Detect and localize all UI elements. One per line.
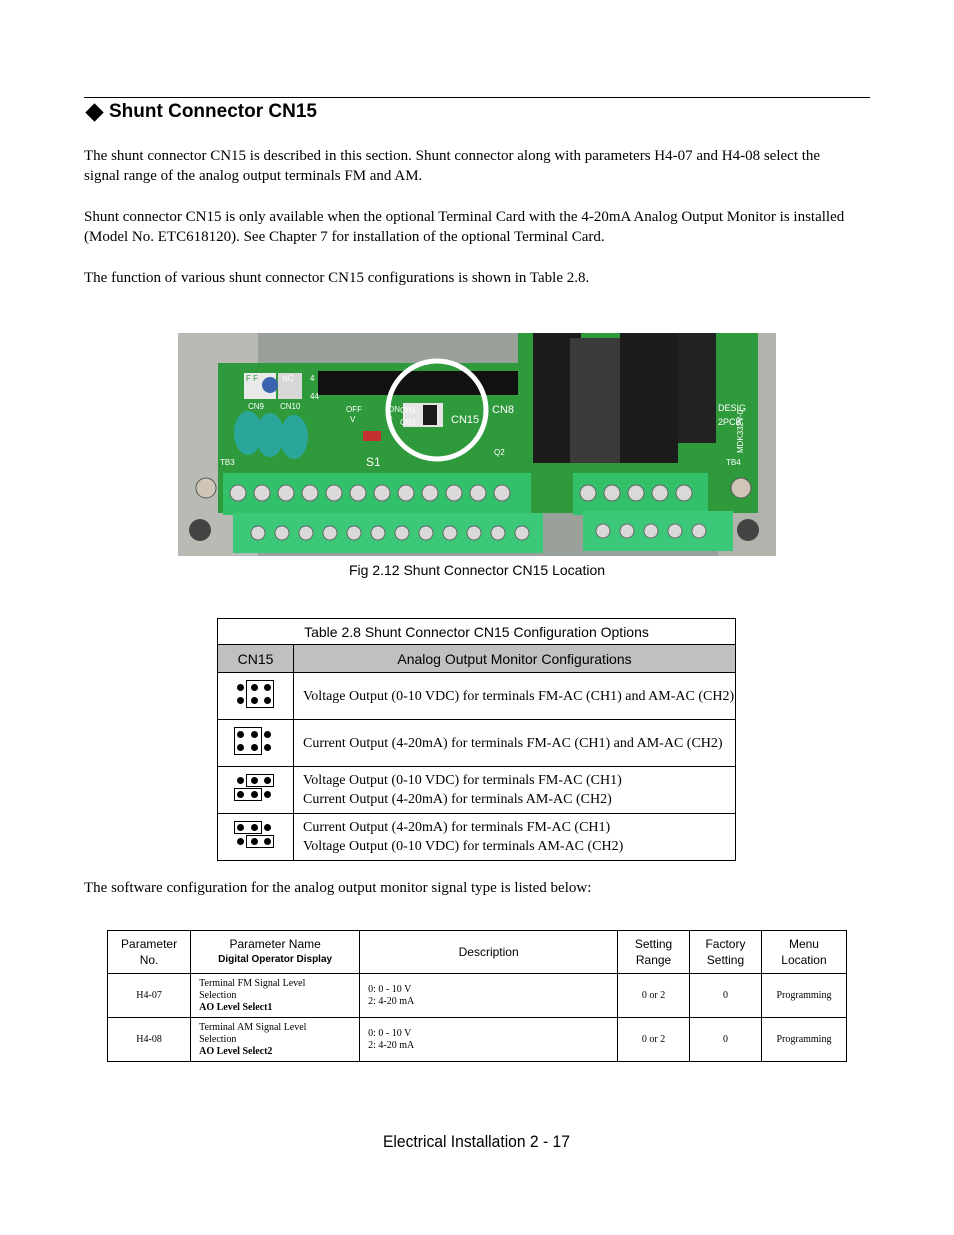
jumper-voltage-ch1-current-ch2-icon <box>236 774 276 802</box>
photo-label-pcb: 2PCB <box>718 417 742 427</box>
photo-label-off: OFF <box>346 405 362 414</box>
photo-label-ff: F F <box>246 374 258 383</box>
header-menu-location <box>761 931 846 974</box>
header-subline: Digital Operator Display <box>218 954 333 965</box>
cn15-config-table <box>217 618 736 861</box>
jumper-cell <box>218 720 294 767</box>
param-description <box>360 1018 618 1062</box>
photo-label-mdk: MDK332V-0 <box>736 409 745 453</box>
header-factory-setting <box>689 931 761 974</box>
config-line: Current Output (4-20mA) for terminals FM-AC (CH1) <box>303 820 611 835</box>
header-line: Factory <box>705 937 746 951</box>
config-line: Voltage Output (0-10 VDC) for terminals FM-AC (CH1) <box>303 773 622 788</box>
param-desc-line: 0: 0 - 10 V <box>368 1027 412 1039</box>
param-menu: Programming <box>761 974 846 1018</box>
photo-label-cn10: CN10 <box>280 402 301 411</box>
param-no: H4-08 <box>108 1018 191 1062</box>
photo-label-4: 4 <box>310 374 315 383</box>
param-desc-line: 0: 0 - 10 V <box>368 983 412 995</box>
table-row <box>108 1018 847 1062</box>
photo-label-v: V <box>350 415 356 424</box>
config-description <box>294 814 736 861</box>
photo-label-cn15: CN15 <box>451 414 480 426</box>
config-line: Current Output (4-20mA) for terminals FM-AC (CH1) and AM-AC (CH2) <box>303 735 723 751</box>
table-row <box>218 767 736 814</box>
param-description <box>360 974 618 1018</box>
param-display: AO Level Select1 <box>199 1001 273 1013</box>
table-row <box>218 814 736 861</box>
photo-label-tb4: TB4 <box>726 458 741 467</box>
param-name-line: Selection <box>199 989 237 1001</box>
section-title: Shunt Connector CN15 <box>109 101 317 122</box>
figure-caption: Fig 2.12 Shunt Connector CN15 Location <box>348 562 606 578</box>
terminal-card-photo <box>178 333 776 556</box>
column-header-cn15: CN15 <box>218 645 294 673</box>
diamond-bullet-icon <box>85 103 103 121</box>
jumper-cell <box>218 814 294 861</box>
config-line: Voltage Output (0-10 VDC) for terminals FM-AC (CH1) and AM-AC (CH2) <box>303 688 735 704</box>
photo-label-s1: S1 <box>366 455 381 469</box>
param-desc-line: 2: 4-20 mA <box>368 995 415 1007</box>
photo-label-on: ON <box>388 405 400 414</box>
header-line: Parameter <box>121 937 178 951</box>
param-name <box>191 1018 360 1062</box>
param-name <box>191 974 360 1018</box>
param-display: AO Level Select2 <box>199 1045 273 1057</box>
header-parameter-no <box>108 931 191 974</box>
param-no: H4-07 <box>108 974 191 1018</box>
paragraph-availability <box>84 207 874 247</box>
top-rule <box>84 97 870 98</box>
photo-label-desig: DESIG <box>718 403 747 413</box>
header-description: Description <box>360 931 618 974</box>
header-line: Location <box>781 953 827 967</box>
photo-label-44: 44 <box>310 392 319 401</box>
param-factory: 0 <box>689 1018 761 1062</box>
param-range: 0 or 2 <box>618 974 690 1018</box>
table-row <box>218 720 736 767</box>
jumper-voltage-both-icon <box>236 680 276 708</box>
header-line: Parameter Name <box>229 937 321 951</box>
table-title: Table 2.8 Shunt Connector CN15 Configuration Options <box>218 619 736 645</box>
paragraph-line: (Model No. ETC618120). See Chapter 7 for installation of the optional Terminal Card. <box>84 229 605 245</box>
param-name-line: Selection <box>199 1033 237 1045</box>
photo-label-cn9: CN9 <box>248 402 265 411</box>
paragraph-intro <box>84 146 874 186</box>
photo-label-q2: Q2 <box>494 448 505 457</box>
photo-label-nc: NC <box>282 374 294 383</box>
config-line: Voltage Output (0-10 VDC) for terminals AM-AC (CH2) <box>303 839 624 854</box>
photo-label-ch1: CH1 <box>400 406 417 415</box>
table-row <box>218 673 736 720</box>
paragraph-line: The software configuration for the analog output monitor signal type is listed below: <box>84 880 592 896</box>
jumper-current-ch1-voltage-ch2-icon <box>236 821 276 849</box>
header-parameter-name <box>191 931 360 974</box>
jumper-cell <box>218 767 294 814</box>
param-name-line: Terminal AM Signal Level <box>199 1021 307 1033</box>
paragraph-line: signal range of the analog output terminals FM and AM. <box>84 168 423 184</box>
page-footer: Electrical Installation 2 - 17 <box>383 1132 570 1151</box>
header-setting-range <box>618 931 690 974</box>
column-header-configurations: Analog Output Monitor Configurations <box>294 645 736 673</box>
header-line: Range <box>635 953 672 967</box>
section-heading <box>84 101 317 123</box>
header-line: No. <box>139 953 159 967</box>
paragraph-function <box>84 268 874 288</box>
photo-label-tb3: TB3 <box>220 458 235 467</box>
paragraph-line: The shunt connector CN15 is described in this section. Shunt connector along with parameters H4-07 and H4-08 select the <box>84 148 821 164</box>
paragraph-line: The function of various shunt connector CN15 configurations is shown in Table 2.8. <box>84 270 590 286</box>
param-factory: 0 <box>689 974 761 1018</box>
paragraph-line: Shunt connector CN15 is only available when the optional Terminal Card with the 4-20mA Analog Output Monitor is installed <box>84 209 845 225</box>
config-description <box>294 673 736 720</box>
param-range: 0 or 2 <box>618 1018 690 1062</box>
photo-label-i: I <box>390 415 393 424</box>
config-description <box>294 767 736 814</box>
parameter-table <box>107 930 847 1062</box>
header-line: Setting <box>634 937 673 951</box>
table-header-row <box>108 931 847 974</box>
paragraph-software <box>84 878 874 898</box>
photo-label-ch2: CH2 <box>400 418 417 427</box>
jumper-current-both-icon <box>236 727 276 755</box>
config-description <box>294 720 736 767</box>
param-name-line: Terminal FM Signal Level <box>199 977 306 989</box>
param-menu: Programming <box>761 1018 846 1062</box>
header-line: Menu <box>788 937 819 951</box>
table-row <box>108 974 847 1018</box>
photo-label-cn8: CN8 <box>492 404 515 416</box>
terminal-card-illustration <box>178 333 776 556</box>
param-desc-line: 2: 4-20 mA <box>368 1039 415 1051</box>
header-line: Setting <box>706 953 745 967</box>
jumper-cell <box>218 673 294 720</box>
config-line: Current Output (4-20mA) for terminals AM-AC (CH2) <box>303 792 612 807</box>
